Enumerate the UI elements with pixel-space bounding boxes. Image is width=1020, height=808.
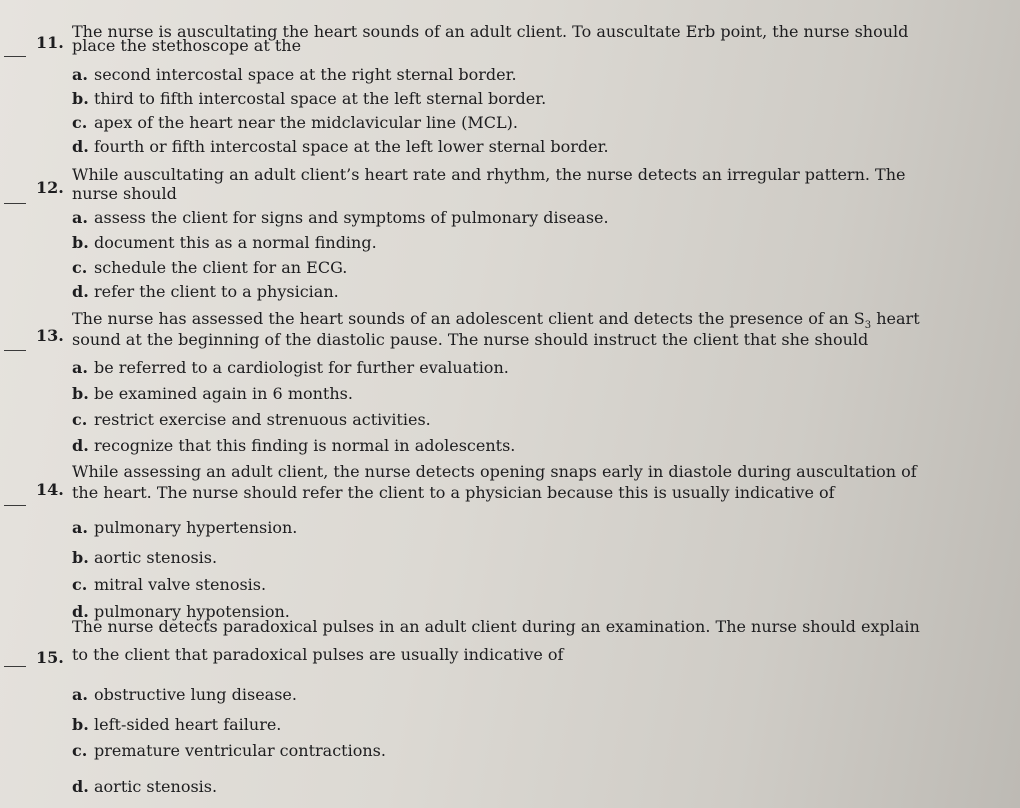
option-text: restrict exercise and strenuous activities. (94, 410, 431, 429)
option-text: pulmonary hypertension. (94, 518, 298, 537)
option-b (72, 384, 353, 403)
option-text: left-sided heart failure. (94, 715, 282, 734)
option-text: apex of the heart near the midclavicular line (MCL). (94, 113, 518, 132)
option-letter: b. (72, 384, 89, 403)
question-stem-line1: The nurse detects paradoxical pulses in an adult client during an examination. The nurse should explain (72, 617, 920, 636)
answer-blank (4, 350, 26, 351)
question-stem-line2: place the stethoscope at the (72, 36, 302, 55)
option-b (72, 89, 546, 108)
option-a (72, 208, 609, 227)
option-letter: d. (72, 282, 89, 301)
option-c (72, 741, 386, 760)
option-letter: a. (72, 518, 88, 537)
answer-blank (4, 203, 26, 204)
option-a (72, 358, 509, 377)
option-text: obstructive lung disease. (94, 685, 297, 704)
option-text: document this as a normal finding. (94, 233, 377, 252)
option-text: assess the client for signs and symptoms of pulmonary disease. (94, 208, 609, 227)
option-text: mitral valve stenosis. (94, 575, 267, 594)
answer-blank (4, 56, 26, 57)
option-letter: b. (72, 89, 89, 108)
option-letter: d. (72, 436, 89, 455)
option-b (72, 233, 377, 252)
question-stem-line2: to the client that paradoxical pulses are usually indicative of (72, 645, 564, 664)
option-b (72, 548, 217, 567)
option-text: be referred to a cardiologist for further evaluation. (94, 358, 509, 377)
option-letter: a. (72, 65, 88, 84)
question-number: 12. (36, 178, 64, 197)
question-stem-line1: While auscultating an adult client’s heart rate and rhythm, the nurse detects an irregular pattern. The (72, 165, 906, 184)
option-letter: a. (72, 685, 88, 704)
option-letter: a. (72, 358, 88, 377)
answer-blank (4, 666, 26, 667)
question-stem-line2: nurse should (72, 184, 177, 203)
option-letter: c. (72, 741, 88, 760)
question-stem-line2: sound at the beginning of the diastolic pause. The nurse should instruct the client that she should (72, 330, 869, 349)
answer-blank (4, 505, 26, 506)
option-text: schedule the client for an ECG. (94, 258, 348, 277)
stem-text: The nurse has assessed the heart sounds of an adolescent client and detects the presence of an S (72, 309, 865, 328)
option-d (72, 777, 217, 796)
question-stem-line1: The nurse is auscultating the heart sounds of an adult client. To auscultate Erb point, the nurse should (72, 22, 909, 41)
option-letter: c. (72, 113, 88, 132)
option-text: pulmonary hypotension. (94, 602, 290, 621)
option-text: third to fifth intercostal space at the left sternal border. (94, 89, 547, 108)
option-text: be examined again in 6 months. (94, 384, 353, 403)
question-number: 15. (36, 648, 64, 667)
option-d (72, 282, 339, 301)
option-letter: c. (72, 258, 88, 277)
question-stem-line2: the heart. The nurse should refer the client to a physician because this is usually indicative of (72, 483, 835, 502)
option-letter: b. (72, 233, 89, 252)
option-text: fourth or fifth intercostal space at the left lower sternal border. (94, 137, 609, 156)
question-number: 13. (36, 326, 64, 345)
option-c (72, 113, 518, 132)
question-stem-line1: While assessing an adult client, the nurse detects opening snaps early in diastole during auscultation of (72, 462, 917, 481)
option-d (72, 137, 609, 156)
option-text: premature ventricular contractions. (94, 741, 386, 760)
question-number: 14. (36, 480, 64, 499)
option-b (72, 715, 281, 734)
option-c (72, 575, 266, 594)
option-letter: c. (72, 410, 88, 429)
stem-subscript: 3 (864, 320, 872, 332)
option-letter: a. (72, 208, 88, 227)
option-letter: b. (72, 715, 89, 734)
option-letter: d. (72, 777, 89, 796)
option-text: refer the client to a physician. (94, 282, 339, 301)
option-d (72, 436, 515, 455)
question-number: 11. (36, 33, 64, 52)
option-text: aortic stenosis. (94, 777, 218, 796)
option-letter: c. (72, 575, 88, 594)
option-text: recognize that this finding is normal in adolescents. (94, 436, 516, 455)
option-c (72, 258, 347, 277)
option-letter: b. (72, 548, 89, 567)
option-a (72, 685, 297, 704)
option-text: second intercostal space at the right sternal border. (94, 65, 517, 84)
option-letter: d. (72, 602, 89, 621)
option-a (72, 518, 297, 537)
option-c (72, 410, 431, 429)
option-letter: d. (72, 137, 89, 156)
option-a (72, 65, 517, 84)
stem-text: heart (871, 309, 920, 328)
option-text: aortic stenosis. (94, 548, 218, 567)
